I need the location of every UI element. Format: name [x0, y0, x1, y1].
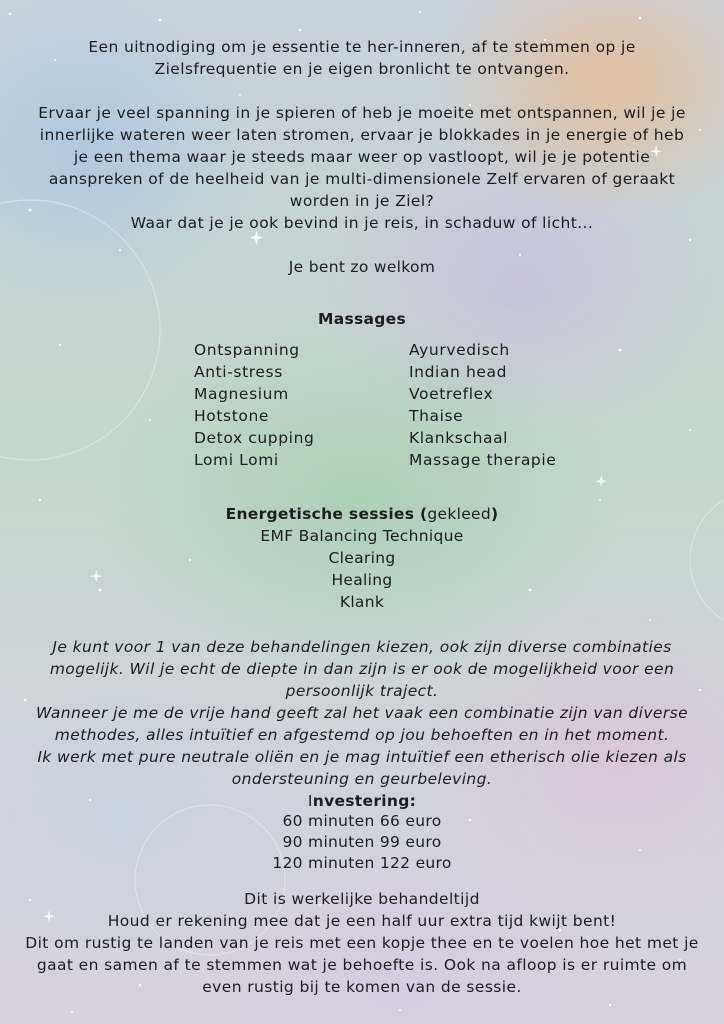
massage-item: Ayurvedisch — [409, 341, 510, 359]
price-list — [0, 811, 724, 874]
text-line: je een thema waar je steeds maar weer op vastloopt, wil je je potentie — [73, 148, 651, 166]
text-line: worden in je Ziel? — [289, 192, 435, 210]
text-line: ondersteuning en geurbeleving. — [231, 770, 493, 788]
energetic-list — [0, 525, 724, 613]
massage-item: Hotstone — [194, 407, 270, 425]
massage-item: Lomi Lomi — [194, 451, 279, 469]
energetic-item: Clearing — [328, 549, 396, 567]
massages-list-right — [409, 339, 556, 471]
energetic-heading-note: gekleed — [427, 505, 492, 523]
massage-item: Voetreflex — [409, 385, 494, 403]
massage-item: Indian head — [409, 363, 508, 381]
text-line: Een uitnodiging om je essentie te her-inneren, af te stemmen op je — [88, 38, 636, 56]
investment-heading-rest: nvestering: — [312, 792, 417, 810]
massages-heading: Massages — [317, 310, 407, 328]
energetic-item: Healing — [331, 571, 393, 589]
text-line: Waar dat je je ook bevind in je reis, in schaduw of licht... — [130, 214, 594, 232]
energetic-heading — [0, 503, 724, 525]
planet-outline-left — [0, 200, 160, 460]
massage-item: Ontspanning — [194, 341, 300, 359]
text-line: aanspreken of de heelheid van je multi-dimensionele Zelf ervaren of geraakt — [48, 170, 676, 188]
investment-heading — [0, 790, 724, 812]
text-line: gaat en samen af te stemmen wat je behoefte is. Ook na afloop is er ruimte om — [36, 956, 688, 974]
energetic-item: EMF Balancing Technique — [260, 527, 464, 545]
price-item: 120 minuten 122 euro — [272, 854, 452, 872]
energetic-heading-bold: Energetische sessies ( — [225, 505, 428, 523]
text-line: Zielsfrequentie en je eigen bronlicht te ontvangen. — [154, 60, 570, 78]
text-line: Dit om rustig te landen van je reis met een kopje thee en te voelen hoe het met je — [25, 934, 699, 952]
text-line: Je kunt voor 1 van deze behandelingen kiezen, ook zijn diverse combinaties — [52, 638, 672, 656]
text-line: Houd er rekening mee dat je een half uur extra tijd kwijt bent! — [107, 912, 617, 930]
massage-item: Thaise — [409, 407, 464, 425]
energetic-item: Klank — [339, 593, 385, 611]
massage-item: Massage therapie — [409, 451, 557, 469]
intro-paragraph — [16, 36, 708, 80]
text-line: innerlijke wateren weer laten stromen, ervaar je blokkades in je energie of heb — [39, 126, 685, 144]
text-line: persoonlijk traject. — [285, 682, 439, 700]
questions-paragraph — [16, 102, 708, 234]
text-line: Wanneer je me de vrije hand geeft zal het vaak een combinatie zijn van diverse — [35, 704, 689, 722]
massages-list-left — [194, 339, 314, 471]
treatment-info-paragraph — [16, 636, 708, 790]
massage-item: Klankschaal — [409, 429, 509, 447]
massage-item: Magnesium — [194, 385, 289, 403]
price-item: 60 minuten 66 euro — [282, 812, 442, 830]
price-item: 90 minuten 99 euro — [282, 833, 442, 851]
massage-item: Detox cupping — [194, 429, 315, 447]
massage-item: Anti-stress — [194, 363, 283, 381]
text-line: Dit is werkelijke behandeltijd — [244, 890, 480, 908]
text-line: methodes, alles intuïtief en afgestemd op jou behoeften en in het moment. — [54, 726, 670, 744]
text-line: Ervaar je veel spanning in je spieren of heb je moeite met ontspannen, wil je je — [38, 104, 686, 122]
text-line: even rustig bij te komen van de sessie. — [202, 978, 522, 996]
text-line: mogelijk. Wil je echt de diepte in dan zijn is er ook de mogelijkheid voor een — [49, 660, 675, 678]
welcome-text: Je bent zo welkom — [288, 258, 436, 276]
investment-heading-initial: I — [307, 792, 313, 810]
energetic-heading-close: ) — [491, 505, 499, 523]
closing-paragraph — [16, 888, 708, 998]
text-line: Ik werk met pure neutrale oliën en je mag intuïtief een etherisch olie kiezen als — [37, 748, 687, 766]
